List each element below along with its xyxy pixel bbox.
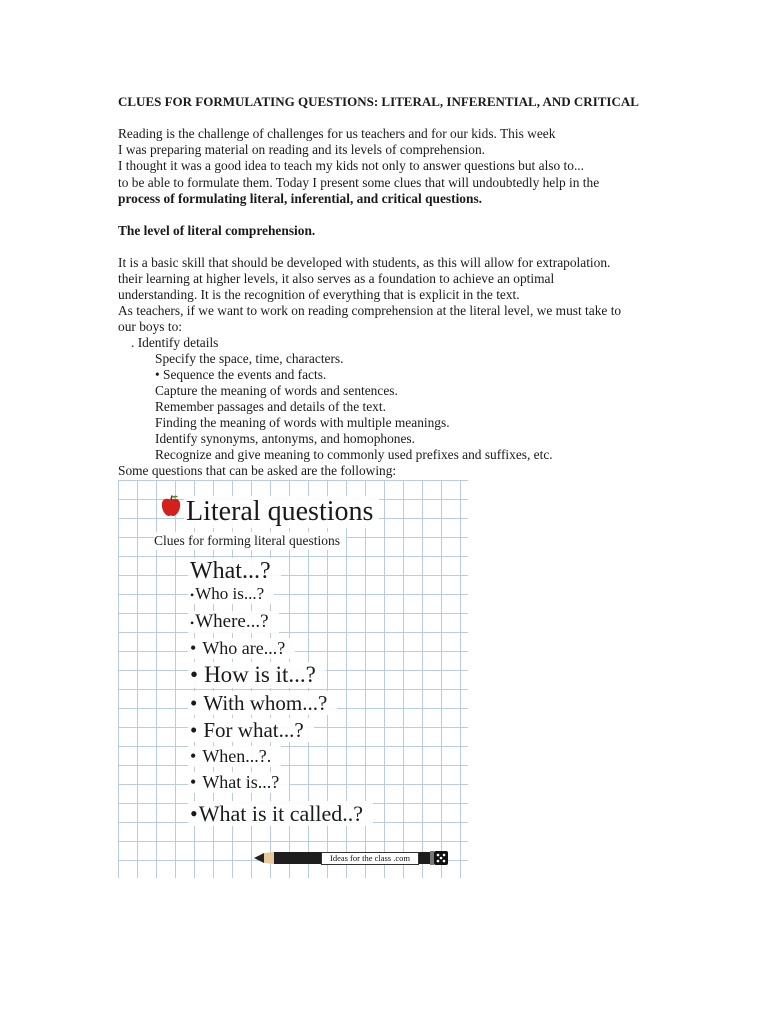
body-line: It is a basic skill that should be developed with students, as this will allow for extrapolation. (118, 255, 611, 270)
list-item: Finding the meaning of words with multiple meanings. (155, 415, 450, 430)
question-item: • Who are...? (188, 638, 295, 659)
body-line: As teachers, if we want to work on reading comprehension at the literal level, we must take to (118, 303, 622, 318)
list-item: Identify synonyms, antonyms, and homophones. (155, 431, 415, 446)
card-subtitle: Clues for forming literal questions (154, 532, 346, 550)
intro-line: to be able to formulate them. Today I present some clues that will undoubtedly help in the (118, 175, 600, 190)
body-line: understanding. It is the recognition of everything that is explicit in the text. (118, 287, 520, 302)
website-label: Ideas for the class .com (321, 852, 419, 865)
list-item: • Sequence the events and facts. (155, 367, 327, 382)
question-item: • For what...? (188, 718, 314, 742)
question-item: •Who is...? (188, 584, 274, 604)
section-heading: The level of literal comprehension. (118, 223, 316, 238)
list-item: Capture the meaning of words and sentences. (155, 383, 398, 398)
question-item: • With whom...? (188, 691, 337, 715)
list-item: Specify the space, time, characters. (155, 351, 344, 366)
question-item: • When...?. (188, 746, 281, 767)
intro-line: I thought it was a good idea to teach my kids not only to answer questions but also to... (118, 158, 585, 173)
questions-intro: Some questions that can be asked are the following: (118, 463, 397, 478)
list-item: Recognize and give meaning to commonly used prefixes and suffixes, etc. (155, 447, 553, 462)
literal-questions-image (118, 480, 468, 878)
list-head: . Identify details (131, 335, 219, 350)
question-item: •Where...? (188, 611, 279, 633)
body-line: our boys to: (118, 319, 182, 334)
apple-icon (158, 494, 184, 520)
question-item: What...? (188, 558, 281, 586)
list-item: Remember passages and details of the text. (155, 399, 386, 414)
question-item: • What is...? (188, 772, 289, 793)
question-item: • How is it...? (188, 662, 326, 688)
intro-line: Reading is the challenge of challenges for us teachers and for our kids. This week (118, 126, 556, 141)
intro-line-bold: process of formulating literal, inferential, and critical questions. (118, 191, 482, 206)
card-title: Literal questions (184, 496, 379, 528)
question-item: •What is it called..? (188, 801, 373, 826)
document-title: CLUES FOR FORMULATING QUESTIONS: LITERAL, INFERENTIAL, AND CRITICAL (118, 94, 639, 109)
body-line: their learning at higher levels, it also serves as a foundation to achieve an optimal (118, 271, 555, 286)
intro-line: I was preparing material on reading and its levels of comprehension. (118, 142, 486, 157)
